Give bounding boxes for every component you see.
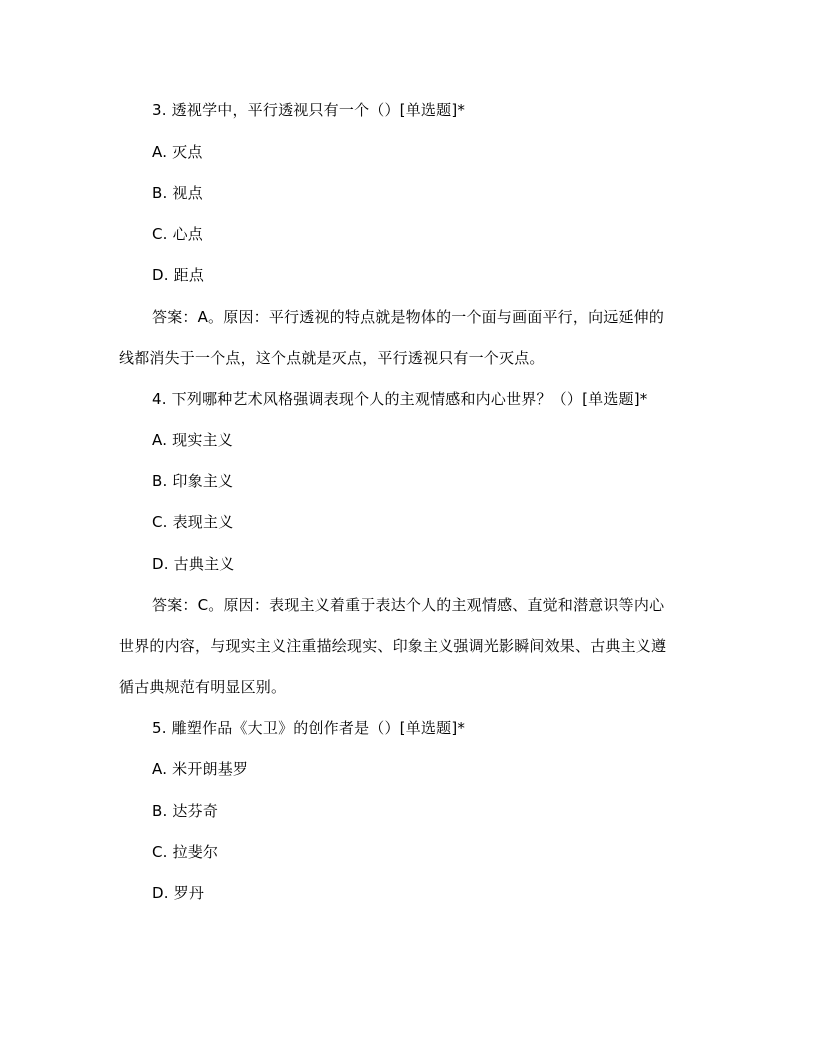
question-5-option-c: C. 拉斐尔: [152, 843, 219, 861]
question-5-option-b: B. 达芬奇: [152, 802, 219, 820]
question-3-answer-line-2: 线都消失于一个点，这个点就是灭点，平行透视只有一个灭点。: [119, 349, 545, 367]
question-5-option-a: A. 米开朗基罗: [152, 760, 249, 778]
question-3-option-d: D. 距点: [152, 266, 205, 284]
question-4-answer-line-2: 世界的内容，与现实主义注重描绘现实、印象主义强调光影瞬间效果、古典主义遵: [119, 637, 667, 655]
question-4-option-a: A. 现实主义: [152, 431, 233, 449]
question-3-option-b: B. 视点: [152, 184, 203, 202]
question-3-answer-line-1: 答案：A。原因：平行透视的特点就是物体的一个面与画面平行，向远延伸的: [152, 308, 665, 326]
question-5-stem: 5. 雕塑作品《大卫》的创作者是（）[单选题]*: [152, 719, 466, 737]
question-3-stem: 3. 透视学中，平行透视只有一个（）[单选题]*: [152, 101, 466, 119]
question-4-stem: 4. 下列哪种艺术风格强调表现个人的主观情感和内心世界？（）[单选题]*: [152, 390, 648, 408]
question-3-option-a: A. 灭点: [152, 143, 203, 161]
question-4-option-c: C. 表现主义: [152, 513, 234, 531]
question-5-option-d: D. 罗丹: [152, 884, 205, 902]
question-4-option-d: D. 古典主义: [152, 555, 235, 573]
question-4-option-b: B. 印象主义: [152, 472, 234, 490]
question-4-answer-line-3: 循古典规范有明显区别。: [119, 678, 287, 696]
question-3-option-c: C. 心点: [152, 225, 204, 243]
question-4-answer-line-1: 答案：C。原因：表现主义着重于表达个人的主观情感、直觉和潜意识等内心: [152, 596, 665, 614]
